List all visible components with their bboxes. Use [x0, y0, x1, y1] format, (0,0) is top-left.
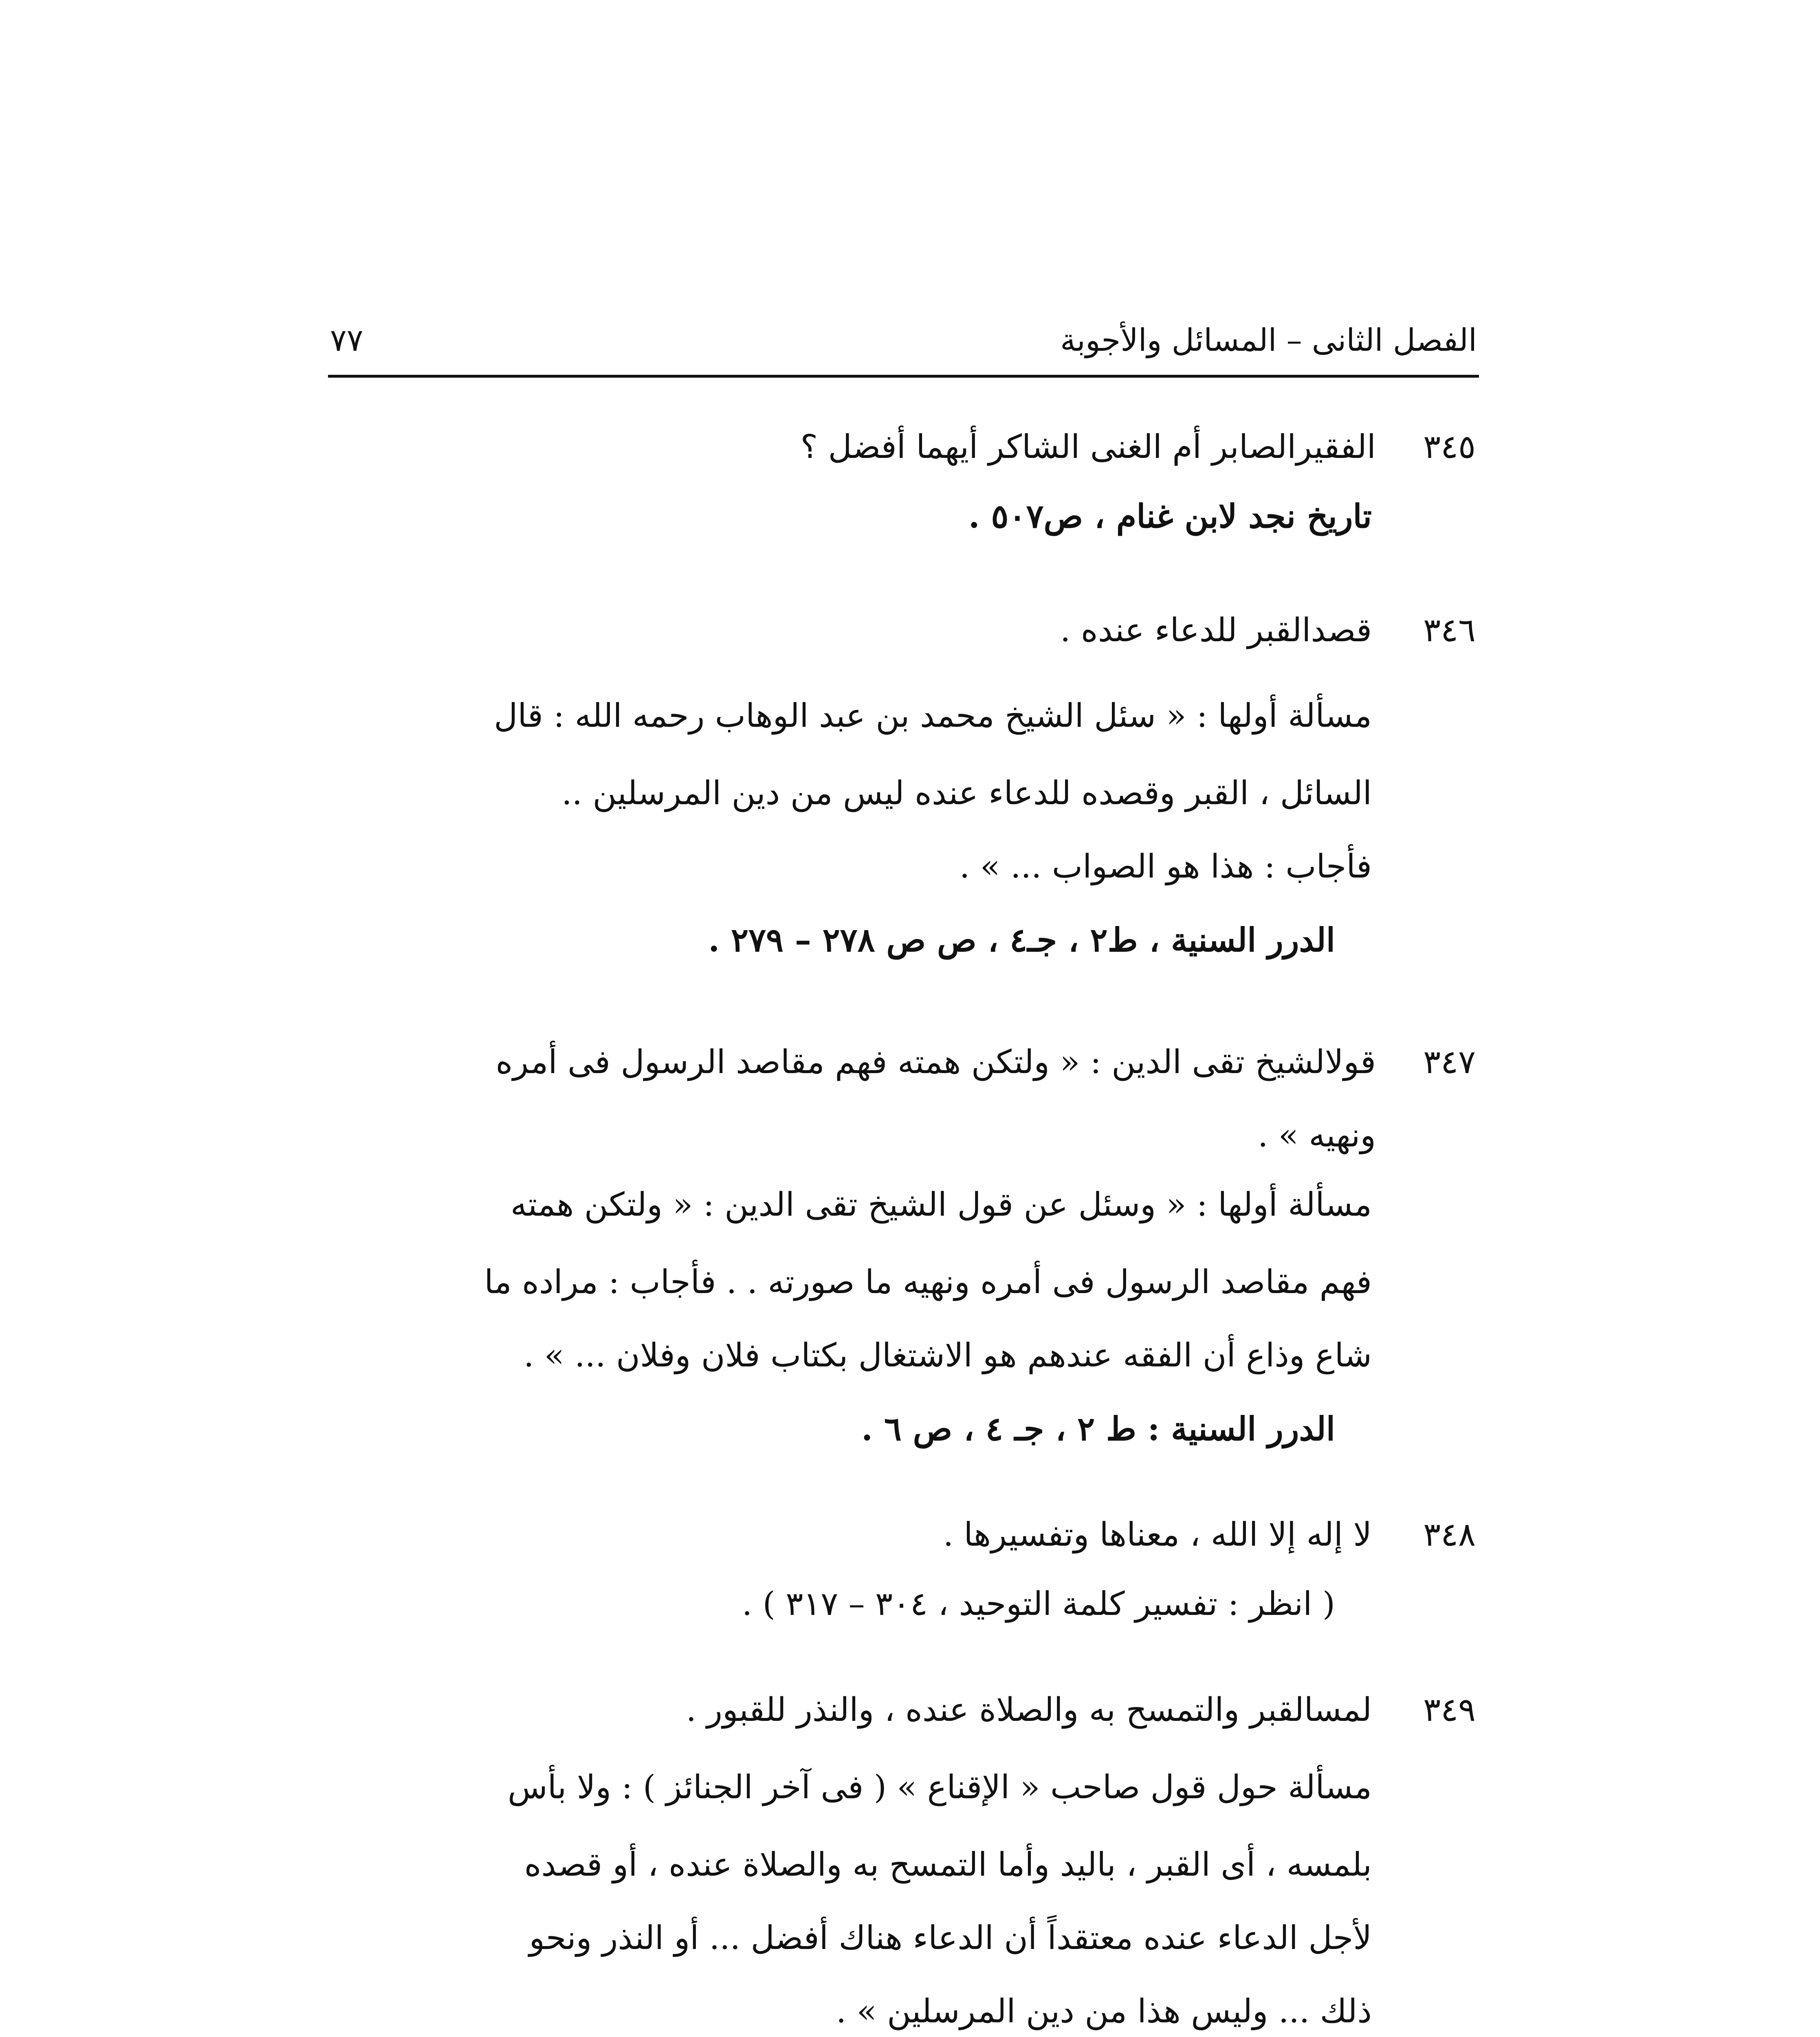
entry-body-line: ذلك ... وليس هذا من دين المرسلين » .: [836, 1992, 1372, 2030]
entry-question: الفقيرالصابر أم الغنى الشاكر أيهما أفضل ؟: [800, 428, 1376, 466]
chapter-title: الفصل الثانى – المسائل والأجوبة: [1060, 322, 1477, 358]
entry-source: ( انظر : تفسير كلمة التوحيد ، ٣٠٤ – ٣١٧ ) .: [742, 1585, 1335, 1623]
entry-question: ونهيه » .: [1257, 1116, 1376, 1154]
entry-number: ٣٤٩: [1423, 1691, 1476, 1729]
entry-source: الدرر السنية ، ط٢ ، جـ٤ ، ص ص ٢٧٨ – ٢٧٩ .: [708, 921, 1335, 959]
entry-question: لا إله إلا الله ، معناها وتفسيرها .: [943, 1516, 1372, 1553]
entry-body-line: مسألة حول قول صاحب « الإقناع » ( فى آخر الجنائز ) : ولا بأس: [508, 1768, 1372, 1806]
header-rule: [328, 375, 1479, 378]
entry-question: قصدالقبر للدعاء عنده .: [1060, 611, 1372, 649]
entry-body-line: مسألة أولها : « وسئل عن قول الشيخ تقى الدين : « ولتكن همته: [510, 1186, 1372, 1223]
entry-number: ٣٤٧: [1423, 1043, 1476, 1081]
entry-number: ٣٤٨: [1423, 1516, 1476, 1553]
entry-body-line: شاع وذاع أن الفقه عندهم هو الاشتغال بكتاب فلان وفلان ... » .: [524, 1336, 1372, 1374]
entry-body-line: فهم مقاصد الرسول فى أمره ونهيه ما صورته . . فأجاب : مراده ما: [484, 1263, 1372, 1301]
entry-number: ٣٤٦: [1423, 611, 1476, 649]
entry-body-line: لأجل الدعاء عنده معتقداً أن الدعاء هناك أفضل ... أو النذر ونحو: [529, 1919, 1372, 1957]
entry-number: ٣٤٥: [1423, 428, 1476, 466]
entry-question: لمسالقبر والتمسح به والصلاة عنده ، والنذر للقبور .: [686, 1691, 1372, 1729]
entry-question: قولالشيخ تقى الدين : « ولتكن همته فهم مقاصد الرسول فى أمره: [495, 1043, 1376, 1081]
entry-source: تاريخ نجد لابن غنام ، ص٥٠٧ .: [968, 497, 1372, 535]
page-number: ٧٧: [330, 322, 363, 358]
running-header: [330, 318, 1477, 363]
entry-body-line: مسألة أولها : « سئل الشيخ محمد بن عبد الوهاب رحمه الله : قال: [494, 697, 1372, 735]
entry-body-line: السائل ، القبر وقصده للدعاء عنده ليس من دين المرسلين ..: [561, 774, 1372, 812]
entry-body-line: بلمسه ، أى القبر ، باليد وأما التمسح به والصلاة عنده ، أو قصده: [524, 1846, 1372, 1883]
entry-source: الدرر السنية : ط ٢ ، جـ ٤ ، ص ٦ .: [861, 1410, 1335, 1448]
entry-body-line: فأجاب : هذا هو الصواب ... » .: [959, 847, 1372, 885]
